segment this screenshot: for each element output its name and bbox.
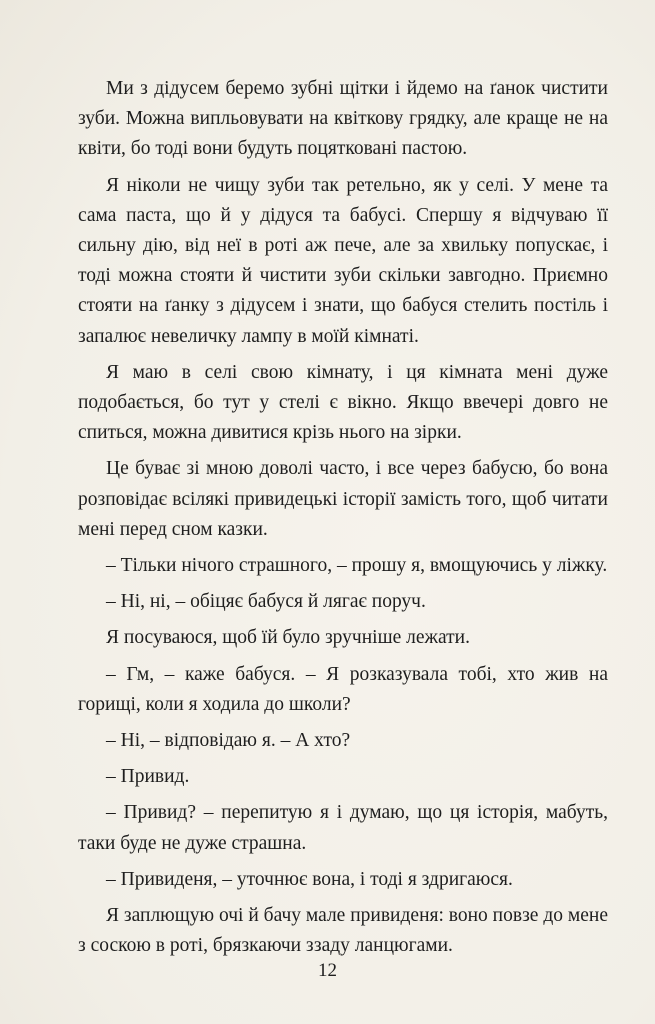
dialogue-line: – Привиденя, – уточнює вона, і тоді я здригаюся.: [106, 868, 513, 890]
dialogue-line: – Привид? – перепитую я і думаю, що ця історія, мабуть, таки буде не дуже страшна.: [78, 802, 608, 854]
page-number: 12: [318, 960, 337, 981]
dialogue-line: – Привид.: [106, 766, 190, 788]
paragraph: Я посуваюся, щоб їй було зручніше лежати.: [106, 627, 470, 649]
dialogue-line: – Ні, ні, – обіцяє бабуся й лягає поруч.: [106, 591, 426, 613]
dialogue-line: – Ні, – відповідаю я. – А хто?: [106, 730, 351, 752]
body-text: [78, 74, 608, 967]
dialogue-line: – Тільки нічого страшного, – прошу я, вмощуючись у ліжку.: [106, 555, 608, 577]
paragraph: Ми з дідусем беремо зубні щітки і йдемо на ґанок чистити зуби. Можна випльовувати на квіткову грядку, але краще не на квіти, бо тоді вони будуть поцятковані пастою.: [78, 78, 608, 160]
paragraph: Я заплющую очі й бачу мале привиденя: воно повзе до мене з соскою в роті, брязкаючи ззаду ланцюгами.: [78, 905, 608, 957]
paragraph: Я ніколи не чищу зуби так ретельно, як у селі. У мене та сама паста, що й у дідуся та бабусі. Спершу я відчуваю її сильну дію, від неї в роті аж пече, але за хвильку попускає, і тоді можна стояти й чистити зуби скільки завгодно. Приємно стояти на ґанку з дідусем і знати, що бабуся стелить постіль і запалює невеличку лампу в моїй кімнаті.: [78, 174, 608, 347]
paragraph: Це буває зі мною доволі часто, і все через бабусю, бо вона розповідає всілякі привидецькі історії замість того, щоб читати мені перед сном казки.: [78, 458, 608, 540]
dialogue-line: – Гм, – каже бабуся. – Я розказувала тобі, хто жив на горищі, коли я ходила до школи?: [78, 663, 608, 715]
paragraph: Я маю в селі свою кімнату, і ця кімната мені дуже подобається, бо тут у стелі є вікно. Якщо ввечері довго не спиться, можна дивитися крізь нього на зірки.: [78, 361, 608, 444]
